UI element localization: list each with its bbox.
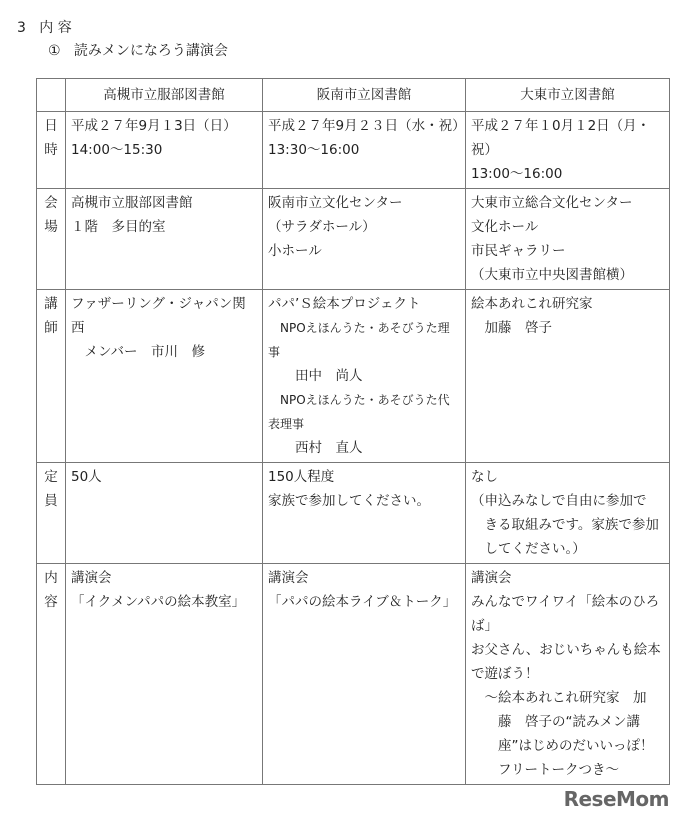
cell-line: 13:00～16:00 [471, 166, 563, 182]
cell-line: 「パパの絵本ライブ＆トーク」 [268, 594, 457, 610]
table-header-row [37, 79, 670, 112]
cell-line: 藤 啓子の“読みメン講 [471, 714, 640, 730]
cell-line: きる取組みです。家族で参加 [471, 517, 659, 533]
table-cell [466, 189, 670, 290]
subsection-number: ① [48, 43, 61, 59]
table-cell [66, 290, 263, 463]
cell-line: 市民ギャラリー [471, 243, 566, 259]
header-cell: 阪南市立図書館 [263, 79, 466, 112]
cell-line: 「イクメンパパの絵本教室」 [71, 594, 246, 610]
row-label-char: 場 [44, 219, 58, 235]
cell-line: NPOえほんうた・あそびうた代表理事 [268, 393, 450, 431]
table-cell [263, 290, 466, 463]
cell-line: （大東市立中央図書館横） [471, 267, 633, 283]
header-cell [37, 79, 66, 112]
cell-line: 平成２７年9月２３日（水・祝） [268, 118, 466, 134]
cell-line: 家族で参加してください。 [268, 493, 430, 509]
row-label-char: 容 [44, 594, 58, 610]
row-label-char: 員 [44, 493, 58, 509]
cell-line: ファザーリング・ジャパン関西 [71, 296, 246, 336]
table-cell [263, 189, 466, 290]
cell-line: 高槻市立服部図書館 [71, 195, 193, 211]
cell-line: （申込みなしで自由に参加で [471, 493, 647, 509]
cell-line: お父さん、おじいちゃんも絵本 [471, 642, 661, 658]
cell-line: 14:00～15:30 [71, 142, 163, 158]
cell-line: ～絵本あれこれ研究家 加 [471, 690, 647, 706]
cell-line: （サラダホール） [268, 219, 376, 235]
header-cell: 高槻市立服部図書館 [66, 79, 263, 112]
cell-line: 阪南市立文化センター [268, 195, 403, 211]
cell-line: 加藤 啓子 [471, 320, 552, 336]
cell-line: メンバー 市川 修 [71, 344, 206, 360]
resemom-logo: ReseMom [563, 787, 669, 811]
cell-line: 絵本あれこれ研究家 [471, 296, 593, 312]
table-cell [466, 564, 670, 785]
row-label [37, 189, 66, 290]
row-label [37, 290, 66, 463]
table-cell [66, 564, 263, 785]
row-label [37, 112, 66, 189]
table-cell [263, 564, 466, 785]
cell-line: なし [471, 469, 498, 485]
table-cell [263, 112, 466, 189]
cell-line: みんなでワイワイ「絵本のひろば」 [471, 594, 660, 634]
table-row [37, 112, 670, 189]
table-cell [263, 463, 466, 564]
row-label-char: 内 [44, 570, 58, 586]
table-cell [66, 463, 263, 564]
section-number: 3 [17, 20, 26, 36]
row-label-char: 講 [44, 296, 58, 312]
cell-line: 13:30～16:00 [268, 142, 360, 158]
table-row [37, 463, 670, 564]
cell-line: 大東市立総合文化センター [471, 195, 633, 211]
table-cell [466, 290, 670, 463]
row-label-char: 定 [44, 469, 58, 485]
header-cell: 大東市立図書館 [466, 79, 670, 112]
row-label [37, 463, 66, 564]
cell-line: フリートークつき～ [471, 762, 619, 778]
cell-line: 講演会 [71, 570, 112, 586]
table-wrapper [36, 0, 669, 815]
cell-line: してください。） [471, 541, 586, 557]
cell-line: 50人 [71, 469, 102, 485]
cell-line: 150人程度 [268, 469, 335, 485]
cell-line: 平成２７年１0月１2日（月・ [471, 118, 651, 134]
table-cell [466, 463, 670, 564]
cell-line: 小ホール [268, 243, 322, 259]
cell-line: 平成２７年9月１3日（日） [71, 118, 237, 134]
cell-line: 講演会 [268, 570, 309, 586]
cell-line: 講演会 [471, 570, 512, 586]
row-label [37, 564, 66, 785]
table-cell [466, 112, 670, 189]
cell-line: NPOえほんうた・あそびうた理事 [268, 321, 450, 359]
cell-line: １階 多目的室 [71, 219, 166, 235]
event-table [36, 78, 670, 785]
section-title: 内 容 [39, 20, 72, 36]
cell-line: で遊ぼう！ [471, 666, 539, 682]
subsection-title: 読みメンになろう講演会 [73, 43, 228, 59]
cell-line: 座”はじめのだいいっぽ！ [471, 738, 654, 754]
row-label-char: 時 [44, 142, 58, 158]
table-row [37, 290, 670, 463]
row-label-char: 日 [44, 118, 58, 134]
cell-line: パパ’Ｓ絵本プロジェクト [268, 296, 421, 312]
cell-line: 田中 尚人 [268, 368, 363, 384]
table-cell [66, 189, 263, 290]
table-cell [66, 112, 263, 189]
cell-line: 西村 直人 [268, 440, 363, 456]
cell-line: 祝） [471, 142, 498, 158]
cell-line: 文化ホール [471, 219, 539, 235]
row-label-char: 師 [44, 320, 58, 336]
table-row [37, 564, 670, 785]
row-label-char: 会 [44, 195, 58, 211]
table-row [37, 189, 670, 290]
